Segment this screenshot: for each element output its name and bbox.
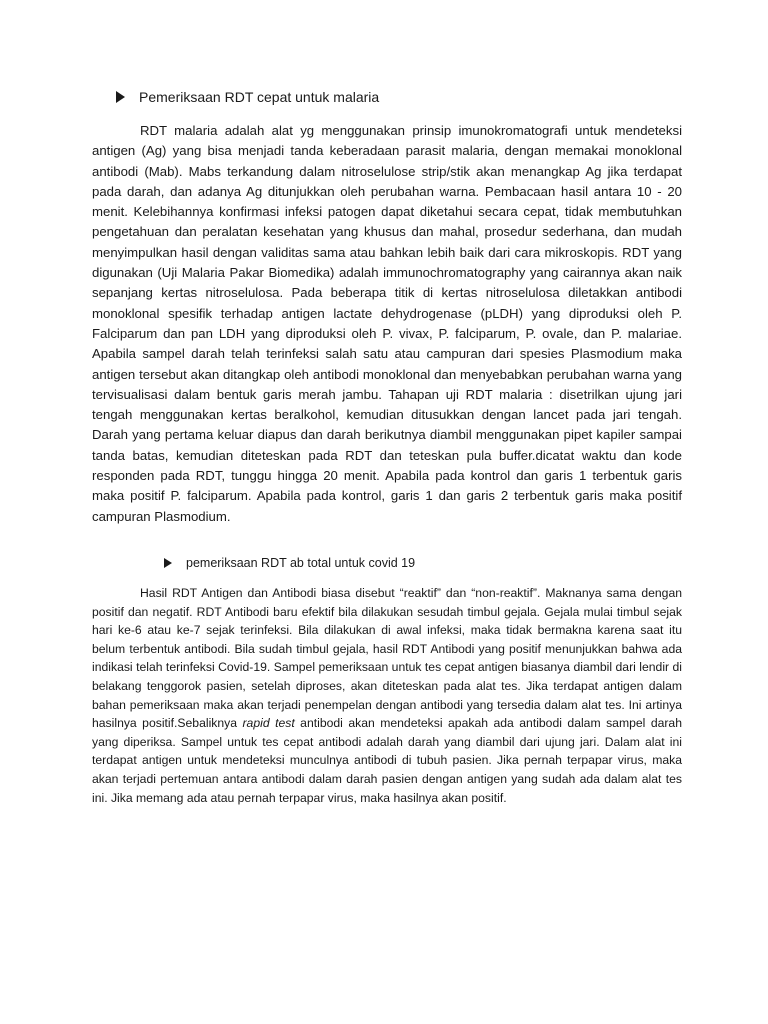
- paragraph-text-part1: Hasil RDT Antigen dan Antibodi biasa disebut “reaktif” dan “non-reaktif”. Maknanya sama dengan positif dan negatif. RDT Antibodi baru efektif bila dilakukan sesudah timbul gejala. Gejala mulai timbul sejak hari ke-6 atau ke-7 sejak terinfeksi. Bila dilakukan di awal infeksi, maka tidak bermakna karena saat itu belum terbentuk antibodi. Bila sudah timbul gejala, hasil RDT Antibodi yang positif menunjukkan bahwa ada indikasi telah terinfeksi Covid-19. Sampel pemeriksaan untuk tes cepat antigen biasanya diambil dari lendir di belakang tenggorok pasien, setelah diproses, akan diteteskan pada alat tes. Jika terdapat antigen dalam bahan pemeriksaan maka akan terjadi penempelan dengan antibodi yang tersedia dalam alat tes. Ini artinya hasilnya positif.Sebaliknya: [92, 586, 682, 731]
- section-heading-covid: [164, 554, 415, 572]
- arrow-bullet-icon: [116, 91, 125, 103]
- paragraph-malaria: [92, 121, 682, 527]
- arrow-bullet-icon: [164, 558, 172, 568]
- section-heading-malaria: [116, 88, 379, 106]
- heading-text: Pemeriksaan RDT cepat untuk malaria: [139, 89, 380, 105]
- paragraph-text-part2: antibodi akan mendeteksi apakah ada antibodi dalam sampel darah yang diperiksa. Sampel untuk tes cepat antibodi adalah darah yang diambil dari ujung jari. Dalam alat ini terdapat antigen untuk mendeteksi munculnya antibodi di tubuh pasien. Jika pernah terpapar virus, maka akan terjadi pertemuan antara antibodi dalam darah pasien dengan antigen yang sudah ada dalam alat tes ini. Jika memang ada atau pernah terpapar virus, maka hasilnya akan positif.: [92, 716, 682, 805]
- paragraph-italic-term: rapid test: [242, 716, 295, 731]
- heading-text: pemeriksaan RDT ab total untuk covid 19: [186, 556, 416, 570]
- paragraph-text: RDT malaria adalah alat yg menggunakan prinsip imunokromatografi untuk mendeteksi antigen (Ag) yang bisa menjadi tanda keberadaan parasit malaria, dengan memakai monoklonal antibodi (Mab). Mabs terkandung dalam nitroselulose strip/stik akan menangkap Ag jika terdapat pada darah, dan adanya Ag ditunjukkan oleh perubahan warna. Pembacaan hasil antara 10 - 20 menit. Kelebihannya konfirmasi infeksi patogen dapat diketahui secara cepat, tidak membutuhkan pengetahuan dan peralatan kesehatan yang khusus dan mahal, prosedur sederhana, dan mudah menyimpulkan hasil dengan validitas sama atau bahkan lebih baik dari cara mikroskopis. RDT yang digunakan (Uji Malaria Pakar Biomedika) adalah immunochromatography yang cairannya akan naik sepanjang kertas nitroselulosa. Pada beberapa titik di kertas nitroselulosa diletakkan antibodi monoklonal spesifik terhadap antigen lactate dehydrogenase (pLDH) yang diproduksi oleh P. Falciparum dan pan LDH yang diproduksi oleh P. vivax, P. falciparum, P. ovale, dan P. malariae. Apabila sampel darah telah terinfeksi salah satu atau campuran dari spesies Plasmodium maka antigen tersebut akan ditangkap oleh antibodi monoklonal dan menyebabkan perubahan warna yang tervisualisasi dalam bentuk garis merah jambu. Tahapan uji RDT malaria : disetrilkan ujung jari tengah menggunakan kertas beralkohol, kemudian ditusukkan dengan lancet pada jari tengah. Darah yang pertama keluar diapus dan darah berikutnya diambil menggunakan pipet kapiler sampai tanda batas, kemudian diteteskan pada RDT dan teteskan pula buffer.dicatat waktu dan kode responden pada RDT, tunggu hingga 20 menit. Apabila pada kontrol dan garis 1 terbentuk garis maka positif P. falciparum. Apabila pada kontrol, garis 1 dan garis 2 terbentuk garis maka positif campuran Plasmodium.: [92, 123, 682, 524]
- paragraph-covid: [92, 584, 682, 807]
